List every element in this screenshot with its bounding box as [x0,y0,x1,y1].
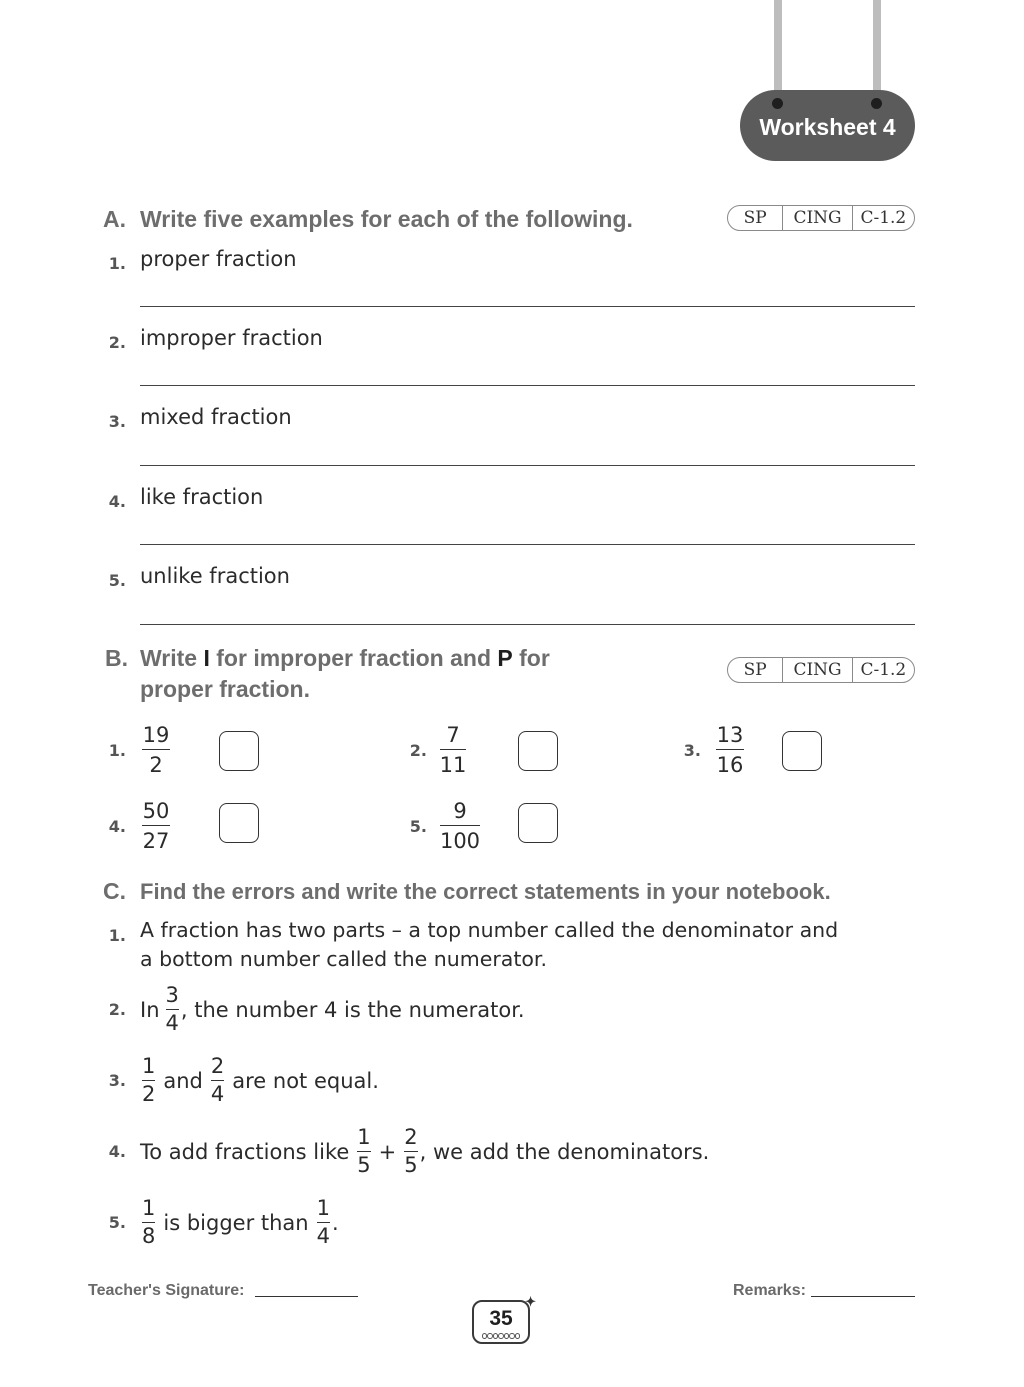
denominator: 16 [716,753,744,777]
fraction-bar [142,1080,155,1081]
section-b-letter: B. [105,645,128,671]
b-fraction-3 [716,722,744,778]
c-item-2 [140,983,525,1036]
item-text: like fraction [140,485,264,509]
section-b-tags [727,657,915,683]
title-text: for improper fraction and [209,645,498,671]
title-p: P [497,645,513,671]
tag-sp: SP [743,208,767,228]
item-text: improper fraction [140,326,323,350]
numerator: 2 [210,1054,225,1078]
section-b-title [140,643,660,705]
b-item-number: 1. [108,741,126,760]
denominator: 2 [149,753,163,777]
text: are not equal. [232,1068,379,1093]
item-number: 4. [108,492,126,511]
item-text: proper fraction [140,247,297,271]
text: . [331,1210,339,1235]
denominator: 4 [210,1082,225,1106]
fraction [166,983,179,1036]
remarks-label: Remarks: [733,1282,806,1299]
text: To add fractions like [140,1139,350,1164]
plus-sign: + [378,1139,397,1164]
teacher-signature-line[interactable] [255,1296,358,1297]
tag-hole-left [772,98,783,109]
answer-line[interactable] [140,385,915,386]
numerator: 9 [453,799,467,823]
section-a-tags [727,205,915,231]
title-i: I [203,645,210,671]
numerator: 1 [142,1196,156,1220]
fraction-bar [142,1222,155,1223]
numerator: 1 [357,1125,371,1149]
fraction-bar [166,1009,179,1010]
fraction-bar [404,1151,417,1152]
title-text: for [512,645,550,671]
text: , we add the denominators. [419,1139,710,1164]
answer-line[interactable] [140,544,915,545]
b-fraction-5 [440,798,480,854]
tag-hole-right [871,98,882,109]
numerator: 1 [316,1196,330,1220]
answer-line[interactable] [140,465,915,466]
fraction [142,1196,155,1249]
section-c-letter: C. [103,878,126,904]
tag-string-right [873,0,881,98]
denominator: 5 [357,1153,371,1177]
numerator: 3 [165,983,179,1007]
text: , the number 4 is the numerator. [180,997,525,1022]
b-answer-box-2[interactable] [518,731,558,771]
fraction-bar [317,1222,330,1223]
fraction [317,1196,330,1249]
tag-c12: C-1.2 [852,206,914,230]
tag-c12: C-1.2 [852,658,914,682]
section-a-title: Write five examples for each of the following. [140,206,633,232]
numerator: 50 [142,799,170,823]
b-item-number: 4. [108,817,126,836]
fraction-bar [357,1151,370,1152]
fraction-bar [716,749,744,750]
b-answer-box-3[interactable] [782,731,822,771]
c-item-number: 3. [108,1071,126,1090]
b-fraction-1 [142,722,170,778]
b-item-number: 3. [683,741,701,760]
c-item-5 [140,1196,339,1249]
tag-cing: CING [782,206,851,230]
item-number: 1. [108,254,126,273]
c-item-3 [140,1054,379,1107]
text: and [163,1068,203,1093]
c-item-1-line2: a bottom number called the numerator. [140,947,547,971]
fraction [357,1125,370,1178]
c-item-4 [140,1125,709,1178]
title-text: Write [140,645,204,671]
numerator: 1 [142,1054,156,1078]
fraction-bar [440,749,466,750]
denominator: 4 [165,1011,179,1035]
numerator: 7 [446,723,460,747]
text: In [140,997,160,1022]
denominator: 2 [142,1082,156,1106]
answer-line[interactable] [140,306,915,307]
numerator: 19 [142,723,170,747]
b-item-number: 2. [409,741,427,760]
item-text: unlike fraction [140,564,290,588]
worksheet-label: Worksheet 4 [759,114,896,140]
numerator: 2 [404,1125,418,1149]
denominator: 100 [439,829,481,853]
b-fraction-2 [440,722,466,778]
item-number: 2. [108,333,126,352]
numerator: 13 [716,723,744,747]
item-number: 5. [108,571,126,590]
fraction-bar [211,1080,224,1081]
denominator: 5 [404,1153,418,1177]
denominator: 27 [142,829,170,853]
teacher-signature-label: Teacher's Signature: [88,1282,245,1299]
tag-cing: CING [782,658,851,682]
page-number: 35 [489,1307,513,1330]
fraction [142,1054,155,1107]
fraction [211,1054,224,1107]
b-fraction-4 [142,798,170,854]
text: is bigger than [163,1210,309,1235]
fraction-bar [142,825,170,826]
b-answer-box-1[interactable] [219,731,259,771]
badge-dots-decoration [482,1333,520,1339]
b-item-number: 5. [409,817,427,836]
remarks-line[interactable] [811,1296,915,1297]
section-c-title: Find the errors and write the correct statements in your notebook. [140,879,831,904]
fraction-bar [440,825,480,826]
c-item-1-line1: A fraction has two parts – a top number called the denominator and [140,918,839,942]
section-a-letter: A. [103,206,126,232]
page-number-badge [472,1294,536,1344]
fraction-bar [142,749,170,750]
b-answer-box-5[interactable] [518,803,558,843]
c-item-number: 5. [108,1213,126,1232]
item-text: mixed fraction [140,405,292,429]
worksheet-tag [740,90,915,161]
c-item-number: 4. [108,1142,126,1161]
c-item-number: 1. [108,926,126,945]
answer-line[interactable] [140,624,915,625]
item-number: 3. [108,412,126,431]
title-text-line2: proper fraction. [140,676,310,702]
tag-string-left [774,0,782,98]
c-item-number: 2. [108,1000,126,1019]
fraction [404,1125,417,1178]
denominator: 8 [142,1224,156,1248]
tag-sp: SP [743,660,767,680]
b-answer-box-4[interactable] [219,803,259,843]
denominator: 11 [439,753,467,777]
star-icon: ✦ [525,1294,536,1309]
denominator: 4 [316,1224,330,1248]
